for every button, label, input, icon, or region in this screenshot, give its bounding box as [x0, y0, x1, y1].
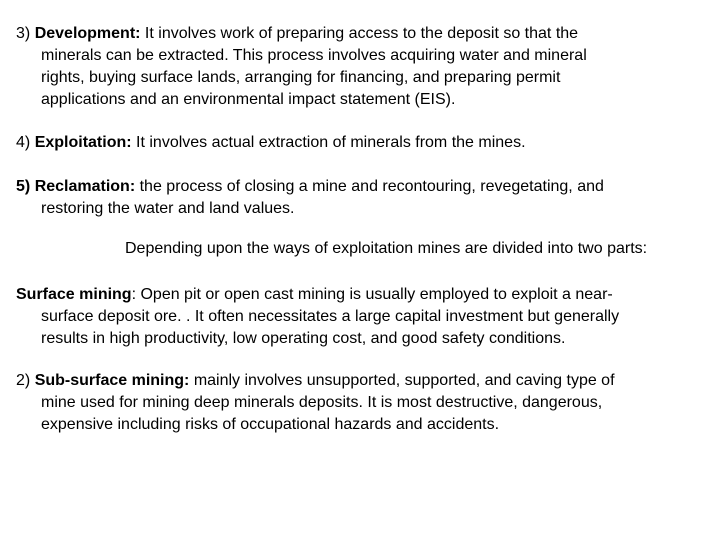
item-term: Exploitation:	[34, 134, 132, 151]
item-number: 5)	[16, 178, 31, 195]
item-text: mainly involves unsupported, supported, and caving type of	[189, 372, 615, 389]
paragraph-line	[16, 132, 716, 154]
paragraph-line: expensive including risks of occupational hazards and accidents.	[41, 416, 500, 433]
paragraph-line	[16, 176, 716, 198]
paragraph-line: rights, buying surface lands, arranging for financing, and preparing permit	[41, 69, 561, 86]
intro-text: Depending upon the ways of exploitation mines are divided into two parts:	[125, 240, 648, 257]
item-number: 3)	[16, 25, 31, 42]
item-term: Sub-surface mining:	[34, 372, 190, 389]
paragraph-line: applications and an environmental impact statement (EIS).	[41, 91, 456, 108]
paragraph-line: mine used for mining deep minerals deposits. It is most destructive, dangerous,	[41, 394, 603, 411]
paragraph-line	[16, 284, 716, 306]
paragraph-line: restoring the water and land values.	[41, 200, 295, 217]
paragraph-line	[16, 370, 716, 392]
item-term: Development:	[34, 25, 141, 42]
reclamation-paragraph	[16, 176, 716, 220]
intro-sentence	[125, 238, 720, 260]
item-number: 4)	[16, 134, 31, 151]
item-text: It involves actual extraction of minerals from the mines.	[131, 134, 526, 151]
paragraph-line: minerals can be extracted. This process involves acquiring water and mineral	[41, 47, 587, 64]
paragraph-line: results in high productivity, low operating cost, and good safety conditions.	[41, 330, 566, 347]
subsurface-mining-paragraph	[16, 370, 716, 436]
paragraph-line	[16, 23, 716, 45]
item-text: : Open pit or open cast mining is usually employed to exploit a near-	[131, 286, 613, 303]
item-term: Surface mining	[16, 286, 132, 303]
item-term: Reclamation:	[34, 178, 136, 195]
development-paragraph	[16, 23, 716, 111]
paragraph-line: surface deposit ore. . It often necessitates a large capital investment but generally	[41, 308, 620, 325]
item-text: It involves work of preparing access to the deposit so that the	[140, 25, 579, 42]
item-number: 2)	[16, 372, 31, 389]
exploitation-paragraph	[16, 132, 716, 154]
item-text: the process of closing a mine and recontouring, revegetating, and	[135, 178, 604, 195]
surface-mining-paragraph	[16, 284, 716, 350]
